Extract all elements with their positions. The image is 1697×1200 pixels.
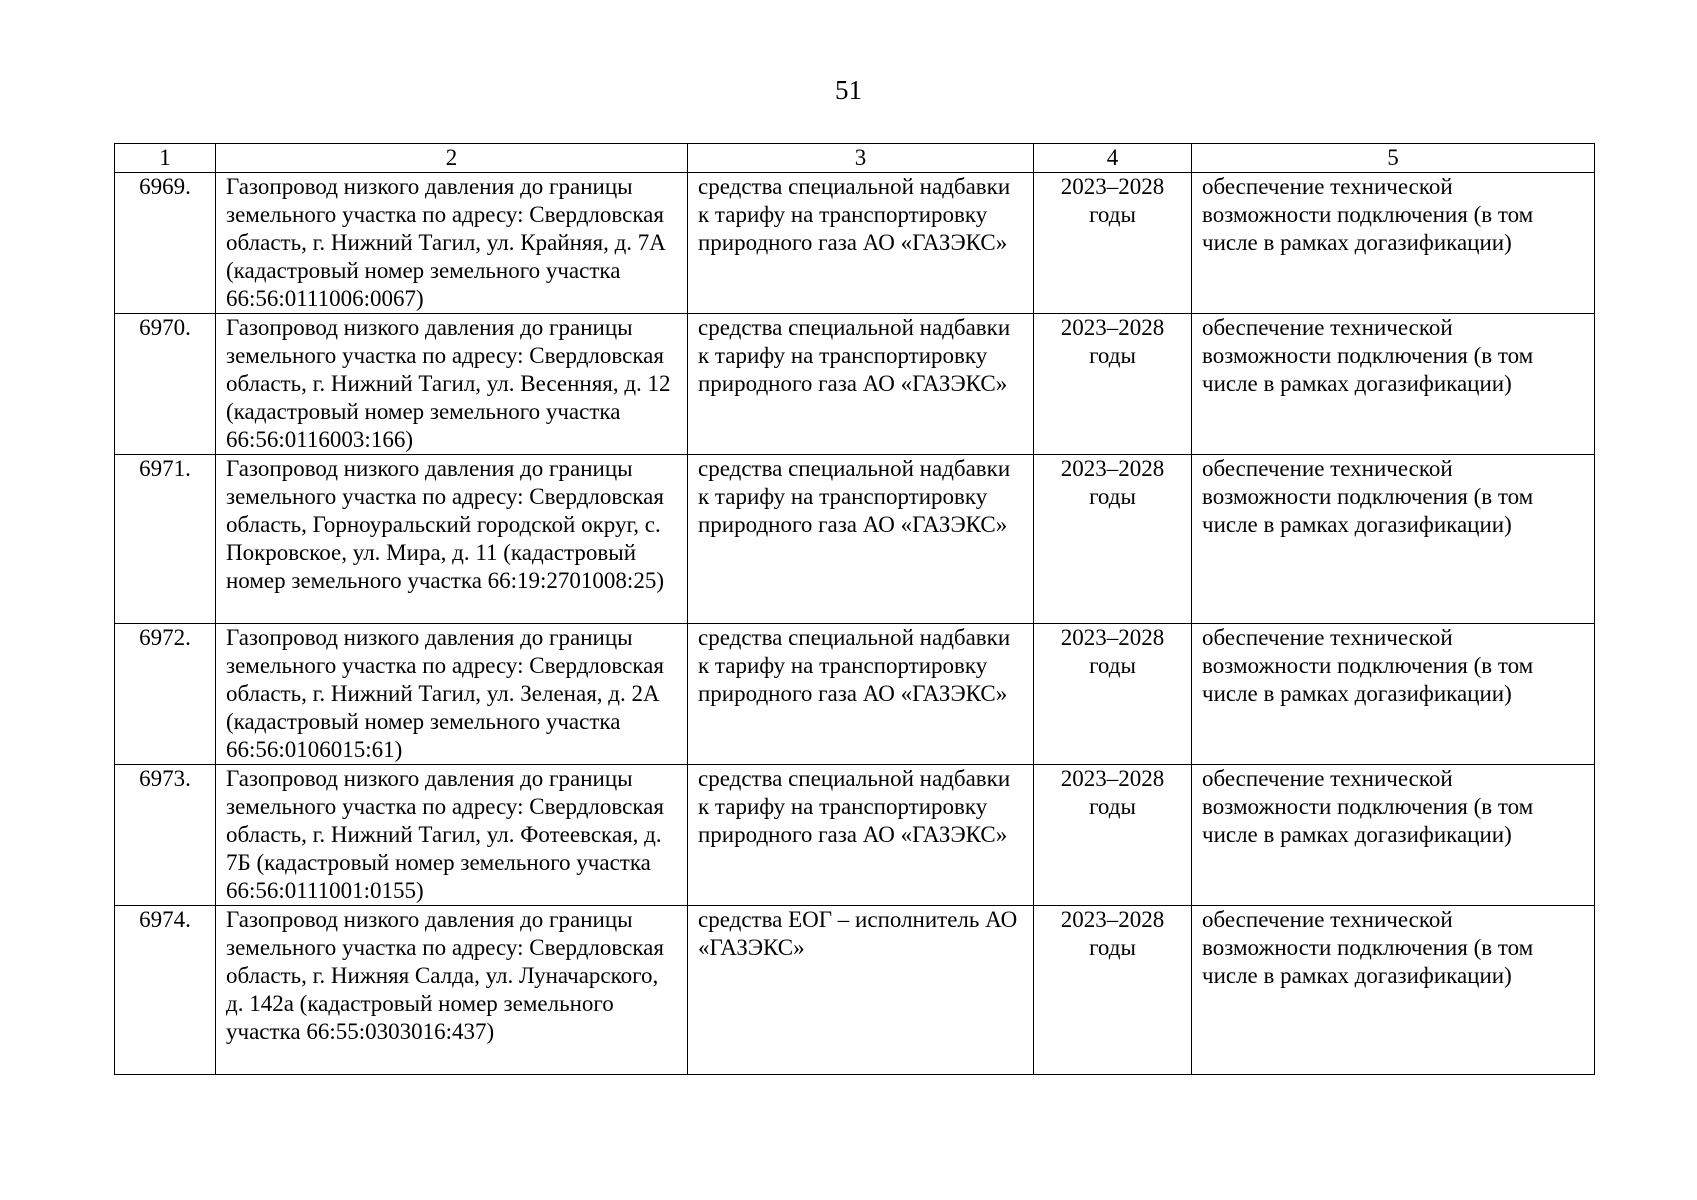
implementation-term: 2023–2028 годы [1034, 906, 1192, 1075]
purpose: обеспечение технической возможности подключения (в том числе в рамках догазификации) [1192, 624, 1595, 765]
table-row [115, 314, 1595, 455]
implementation-term: 2023–2028 годы [1034, 173, 1192, 314]
funding-source: средства ЕОГ – исполнитель АО «ГАЗЭКС» [688, 906, 1034, 1075]
purpose: обеспечение технической возможности подключения (в том числе в рамках догазификации) [1192, 314, 1595, 455]
row-number: 6974. [115, 906, 216, 1075]
table-row [115, 765, 1595, 906]
table-row [115, 173, 1595, 314]
row-number: 6971. [115, 455, 216, 624]
object-description: Газопровод низкого давления до границы земельного участка по адресу: Свердловская область, г. Нижняя Салда, ул. Луначарского, д. 142а (кадастровый номер земельного участка 66:55:0303016:437) [216, 906, 688, 1075]
purpose: обеспечение технической возможности подключения (в том числе в рамках догазификации) [1192, 765, 1595, 906]
table-row [115, 906, 1595, 1075]
funding-source: средства специальной надбавки к тарифу на транспортировку природного газа АО «ГАЗЭКС» [688, 173, 1034, 314]
purpose: обеспечение технической возможности подключения (в том числе в рамках догазификации) [1192, 455, 1595, 624]
purpose: обеспечение технической возможности подключения (в том числе в рамках догазификации) [1192, 906, 1595, 1075]
table-row [115, 455, 1595, 624]
funding-source: средства специальной надбавки к тарифу на транспортировку природного газа АО «ГАЗЭКС» [688, 765, 1034, 906]
row-number: 6972. [115, 624, 216, 765]
object-description: Газопровод низкого давления до границы земельного участка по адресу: Свердловская область, г. Нижний Тагил, ул. Весенняя, д. 12 (кадастровый номер земельного участка 66:56:0116003:166) [216, 314, 688, 455]
implementation-term: 2023–2028 годы [1034, 314, 1192, 455]
funding-source: средства специальной надбавки к тарифу на транспортировку природного газа АО «ГАЗЭКС» [688, 624, 1034, 765]
object-description: Газопровод низкого давления до границы земельного участка по адресу: Свердловская область, г. Нижний Тагил, ул. Зеленая, д. 2А (кадастровый номер земельного участка 66:56:0106015:61) [216, 624, 688, 765]
funding-source: средства специальной надбавки к тарифу на транспортировку природного газа АО «ГАЗЭКС» [688, 314, 1034, 455]
object-description: Газопровод низкого давления до границы земельного участка по адресу: Свердловская область, г. Нижний Тагил, ул. Крайняя, д. 7А (кадастровый номер земельного участка 66:56:0111006:0067) [216, 173, 688, 314]
column-header-2: 2 [216, 144, 688, 173]
implementation-term: 2023–2028 годы [1034, 765, 1192, 906]
funding-source: средства специальной надбавки к тарифу на транспортировку природного газа АО «ГАЗЭКС» [688, 455, 1034, 624]
row-number: 6973. [115, 765, 216, 906]
column-header-3: 3 [688, 144, 1034, 173]
column-number-row [115, 144, 1595, 173]
registry-table [114, 143, 1595, 1075]
column-header-4: 4 [1034, 144, 1192, 173]
implementation-term: 2023–2028 годы [1034, 455, 1192, 624]
row-number: 6970. [115, 314, 216, 455]
column-header-5: 5 [1192, 144, 1595, 173]
table-row [115, 624, 1595, 765]
row-number: 6969. [115, 173, 216, 314]
column-header-1: 1 [115, 144, 216, 173]
object-description: Газопровод низкого давления до границы земельного участка по адресу: Свердловская область, г. Нижний Тагил, ул. Фотеевская, д. 7Б (кадастровый номер земельного участка 66:56:0111001:0155) [216, 765, 688, 906]
object-description: Газопровод низкого давления до границы земельного участка по адресу: Свердловская область, Горноуральский городской округ, с. Покровское, ул. Мира, д. 11 (кадастровый номер земельного участка 66:19:2701008:25) [216, 455, 688, 624]
page-number: 51 [835, 75, 862, 105]
purpose: обеспечение технической возможности подключения (в том числе в рамках догазификации) [1192, 173, 1595, 314]
implementation-term: 2023–2028 годы [1034, 624, 1192, 765]
